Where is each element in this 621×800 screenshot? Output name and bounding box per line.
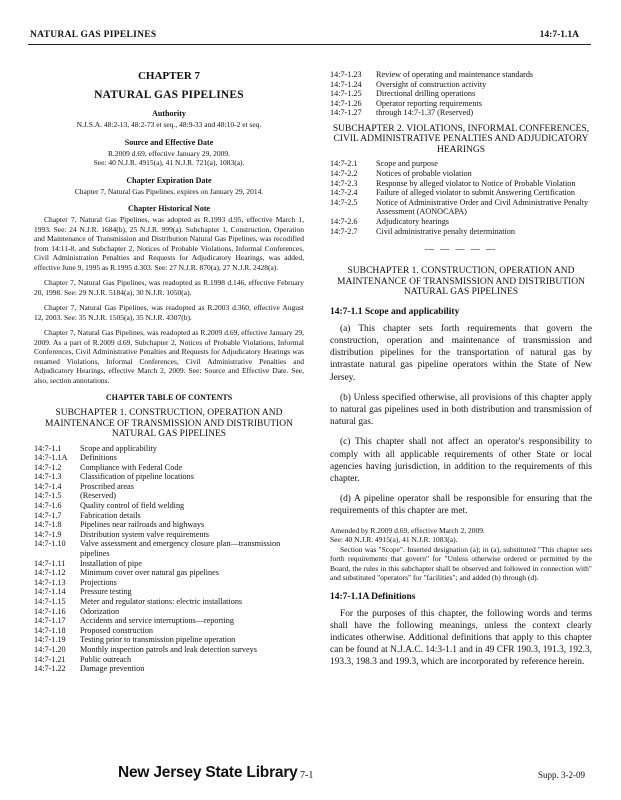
toc-entry-title: Pipelines near railroads and highways (80, 520, 205, 530)
toc-entry (34, 511, 304, 521)
toc-entry (330, 159, 592, 169)
paragraph-d: (d) A pipeline operator shall be responsible for ensuring that the requirements of this chapter are met. (330, 494, 592, 517)
toc-entry (34, 635, 304, 645)
section-1-1-heading: 14:7-1.1 Scope and applicability (330, 306, 460, 317)
toc-entry-number: 14:7-1.5 (34, 491, 62, 501)
history-para-4: Chapter 7, Natural Gas Pipelines, was readopted as R.2009 d.69, effective January 29, 2009. As a part of R.2009 d.69, Subchapter 2, Notices of Probable Violations, Informal Conferences, Civil Administrative Penalties and Requests for Adjudicatory Hearings was renamed Violations, Informal Conferences, Civil Administrative Penalties and Adjudicatory Hearings, effective March 2, 2009. See: Source and Effective Date. See, also, section annotations. (34, 328, 304, 385)
toc-entry (34, 597, 304, 607)
subchapter-1-heading: SUBCHAPTER 1. CONSTRUCTION, OPERATION AND MAINTENANCE OF TRANSMISSION AND DISTRIBUTION NATURAL GAS PIPELINES (337, 266, 585, 298)
toc-entry-title: Minimum cover over natural gas pipelines (80, 568, 219, 578)
toc-entry-title: Fabrication details (80, 510, 141, 520)
toc-entry (34, 626, 304, 636)
toc-entry-title: Oversight of construction activity (376, 79, 487, 89)
expiration-text: Chapter 7, Natural Gas Pipelines, expires on January 29, 2014. (74, 186, 264, 196)
toc-entry-number: 14:7-1.2 (34, 462, 62, 472)
toc-entry-number: 14:7-2.7 (330, 226, 358, 236)
subchapter-2-toc-list (330, 159, 592, 236)
toc-entry (34, 568, 304, 578)
toc-entry-number: 14:7-1.12 (34, 568, 66, 578)
source-line-1: R.2009 d.69, effective January 29, 2009. (108, 148, 230, 158)
toc-entry-title: Accidents and service interruptions—reporting (80, 616, 234, 626)
toc-entry (330, 99, 592, 109)
header-rule (28, 44, 591, 45)
toc-entry-number: 14:7-1.18 (34, 625, 66, 635)
toc-entry (34, 655, 304, 665)
history-para-2: Chapter 7, Natural Gas Pipelines, was readopted as R.1998 d.146, effective February 20, 1998. See: 29 N.J.R. 5184(a), 30 N.J.R. 1050(a). (34, 278, 304, 297)
toc-entry (34, 444, 304, 454)
toc-entry-number: 14:7-1.9 (34, 529, 62, 539)
toc-entry (34, 607, 304, 617)
toc-entry (330, 179, 592, 189)
toc-entry-number: 14:7-1.27 (330, 108, 362, 118)
toc-entry-title: Odorization (80, 606, 120, 616)
supplement-date: Supp. 3-2-09 (538, 770, 585, 780)
toc-entry-number: 14:7-1.7 (34, 510, 62, 520)
toc-entry (330, 227, 592, 237)
toc-entry-title: Compliance with Federal Code (80, 462, 183, 472)
toc-entry-number: 14:7-1.6 (34, 501, 62, 511)
section-separator: — — — — — (425, 244, 497, 255)
toc-entry-title: through 14:7-1.37 (Reserved) (376, 108, 474, 118)
toc-entry (34, 491, 304, 501)
right-column (330, 70, 592, 677)
section-1-1-body (330, 323, 592, 518)
section-1-1a-heading: 14:7-1.1A Definitions (330, 591, 416, 602)
toc-entry-number: 14:7-1.19 (34, 635, 66, 645)
toc-entry-number: 14:7-1.8 (34, 520, 62, 530)
amendment-note: Section was "Scope". Inserted designation (a); in (a), substituted "This chapter sets forth requirements that govern" for "Unless otherwise ordered or permitted by the Board, the rules in this subchapter shall be observed and followed in connection with" and substituted "operators" for "facilities"; and added (b) through (d). (330, 544, 592, 583)
toc-entry-number: 14:7-2.6 (330, 217, 358, 227)
toc-entry-title: Damage prevention (80, 664, 145, 674)
toc-entry-title: Distribution system valve requirements (80, 529, 209, 539)
toc-entry-number: 14:7-1.10 (34, 539, 66, 549)
page-number: 7-1 (300, 770, 314, 781)
toc-entry-title: (Reserved) (80, 491, 116, 501)
toc-heading: CHAPTER TABLE OF CONTENTS (105, 393, 233, 402)
toc-entry-number: 14:7-1.1A (34, 453, 68, 463)
running-head-right: 14:7-1.1A (539, 30, 579, 40)
toc-entry-number: 14:7-2.2 (330, 169, 358, 179)
toc-entry (34, 559, 304, 569)
toc-entry-number: 14:7-1.23 (330, 70, 362, 79)
toc-entry (330, 89, 592, 99)
paragraph-b: (b) Unless specified otherwise, all provisions of this chapter apply to natural gas pipelines used in both distribution and transmission of natural gas. (330, 392, 592, 428)
toc-entry-title: Operator reporting requirements (376, 98, 482, 108)
toc-entry-number: 14:7-1.20 (34, 644, 66, 654)
toc-entry-title: Public outreach (80, 654, 132, 664)
toc-entry-title: Monthly inspection patrols and leak detection surveys (80, 644, 257, 654)
toc-entry-number: 14:7-1.13 (34, 577, 66, 587)
toc-entry (330, 217, 592, 227)
toc-entry-title: Adjudicatory hearings (376, 217, 449, 227)
toc-entry-number: 14:7-1.14 (34, 587, 66, 597)
toc-entry (34, 472, 304, 482)
amendment-line-2: See: 40 N.J.R. 4915(a), 41 N.J.R. 1083(a). (330, 535, 458, 545)
toc-entry-title: Proscribed areas (80, 481, 134, 491)
toc-entry-number: 14:7-2.4 (330, 188, 358, 198)
toc-entry-title: Notices of probable violation (376, 169, 472, 179)
library-stamp: New Jersey State Library (118, 764, 298, 781)
toc-entry-title: Definitions (80, 453, 117, 463)
toc-entry-number: 14:7-1.26 (330, 98, 362, 108)
toc-entry-title: Directional drilling operations (376, 89, 476, 99)
toc-entry (34, 539, 304, 558)
toc-entry-title: Installation of pipe (80, 558, 142, 568)
amendment-line-1: Amended by R.2009 d.69, effective March 2, 2009. (330, 525, 485, 535)
chapter-title: NATURAL GAS PIPELINES (94, 89, 244, 101)
toc-entry (330, 80, 592, 90)
toc-entry-title: Classification of pipeline locations (80, 472, 194, 482)
source-line-2: See: 40 N.J.R. 4915(a), 41 N.J.R. 721(a), 1083(a). (93, 158, 245, 167)
toc-entry (330, 188, 592, 198)
expiration-heading: Chapter Expiration Date (126, 175, 212, 185)
subchapter-1-toc-list-continued (330, 70, 592, 118)
toc-entry (34, 453, 304, 463)
toc-entry-title: Review of operating and maintenance standards (376, 70, 534, 79)
toc-entry-title: Meter and regulator stations: electric installations (80, 597, 243, 606)
toc-entry (330, 169, 592, 179)
toc-entry-title: Scope and applicability (80, 443, 157, 453)
toc-entry-number: 14:7-2.5 (330, 197, 358, 207)
definitions-intro: For the purposes of this chapter, the following words and terms shall have the following meanings, unless the context clearly indicates otherwise. Additional definitions that apply to this chapter can be found at N.J.A.C. 14:3-1.1 and in 49 CFR 190.3, 191.3, 192.3, 193.3, 198.3 and 199.3, which are incorporated by reference herein. (330, 608, 592, 668)
toc-entry-number: 14:7-1.3 (34, 472, 62, 482)
toc-entry (34, 578, 304, 588)
toc-entry-number: 14:7-1.4 (34, 481, 62, 491)
toc-entry-number: 14:7-1.1 (34, 443, 62, 453)
authority-heading: Authority (152, 109, 186, 118)
toc-entry-title: Pressure testing (80, 587, 132, 597)
toc-entry-number: 14:7-1.21 (34, 654, 66, 664)
toc-entry-number: 14:7-2.1 (330, 159, 358, 169)
toc-entry-number: 14:7-1.25 (330, 89, 362, 99)
chapter-number: CHAPTER 7 (137, 70, 201, 82)
toc-entry-title: Testing prior to transmission pipeline operation (80, 635, 236, 645)
toc-entry-number: 14:7-1.22 (34, 664, 66, 674)
source-heading: Source and Effective Date (124, 137, 214, 147)
subchapter-2-toc-heading: SUBCHAPTER 2. VIOLATIONS, INFORMAL CONFERENCES, CIVIL ADMINISTRATIVE PENALTIES AND ADJUDICATORY HEARINGS (332, 123, 590, 155)
history-para-3: Chapter 7, Natural Gas Pipelines, was readopted as R.2003 d.360, effective August 12, 2003. See: 35 N.J.R. 1505(a), 35 N.J.R. 4307(b). (34, 303, 304, 322)
toc-entry (34, 482, 304, 492)
toc-entry (34, 645, 304, 655)
paragraph-c: (c) This chapter shall not affect an operator's responsibility to comply with all applicable requirements of other State or local agencies having jurisdiction, in addition to the requirements of this chapter. (330, 437, 592, 484)
history-para-1: Chapter 7, Natural Gas Pipelines, was adopted as R.1993 d.95, effective March 1, 1993. See: 24 N.J.R. 1684(b), 25 N.J.R. 999(a). Subchapter 1, Construction, Operation and Maintenance of Transmission and Distribution Natural Gas Pipelines, was recodified from 14:11-8, and Subchapter 2, Notices of Probable Violations, Informal Conferences, Civil Administration Penalties and Requests for Adjudicatory Hearings, was added, effective June 9, 1995 as R.1995 d.303. See: 27 N.J.R. 870(a), 27 N.J.R. 2428(a). (34, 215, 304, 272)
paragraph-a: (a) This chapter sets forth requirements that govern the construction, operation and maintenance of transmission and distribution pipelines for the transportation of natural gas by intrastate natural gas pipeline operators within the State of New Jersey. (330, 323, 592, 383)
history-heading: Chapter Historical Note (127, 204, 211, 213)
toc-entry (34, 587, 304, 597)
subchapter-1-toc-list (34, 444, 304, 674)
page-footer (0, 760, 621, 782)
toc-entry (330, 198, 592, 217)
toc-entry-title: Response by alleged violator to Notice of Probable Violation (376, 178, 576, 188)
toc-entry-title: Notice of Administrative Order and Civil Administrative Penalty Assessment (AONOCAPA) (376, 197, 589, 217)
toc-entry-title: Valve assessment and emergency closure plan—transmission pipelines (80, 539, 281, 559)
toc-entry (330, 70, 592, 80)
toc-entry (34, 664, 304, 674)
toc-entry-title: Failure of alleged violator to submit Answering Certification (376, 188, 575, 198)
running-head-left: NATURAL GAS PIPELINES (30, 30, 157, 40)
page-header (0, 0, 621, 44)
toc-entry-number: 14:7-1.11 (34, 558, 66, 568)
subchapter-1-toc-heading: SUBCHAPTER 1. CONSTRUCTION, OPERATION AND MAINTENANCE OF TRANSMISSION AND DISTRIBUTION NATURAL GAS PIPELINES (45, 408, 293, 439)
left-column (34, 70, 304, 674)
toc-entry-title: Civil administrative penalty determination (376, 226, 515, 236)
toc-entry-number: 14:7-1.16 (34, 606, 66, 616)
toc-entry (34, 616, 304, 626)
toc-entry (330, 108, 592, 118)
toc-entry-title: Quality control of field welding (80, 501, 185, 511)
authority-text: N.J.S.A. 48:2-13, 48:2-73 et seq., 48:9-33 and 48:10-2 et seq. (76, 120, 262, 129)
toc-entry-title: Projections (80, 577, 117, 587)
toc-entry-title: Proposed construction (80, 625, 153, 635)
toc-entry (34, 520, 304, 530)
toc-entry-number: 14:7-1.15 (34, 597, 66, 606)
toc-entry-number: 14:7-1.24 (330, 79, 362, 89)
toc-entry (34, 530, 304, 540)
toc-entry-number: 14:7-2.3 (330, 178, 358, 188)
toc-entry (34, 463, 304, 473)
section-1-1a-body (330, 608, 592, 669)
toc-entry (34, 501, 304, 511)
toc-entry-number: 14:7-1.17 (34, 616, 66, 626)
toc-entry-title: Scope and purpose (376, 159, 438, 169)
